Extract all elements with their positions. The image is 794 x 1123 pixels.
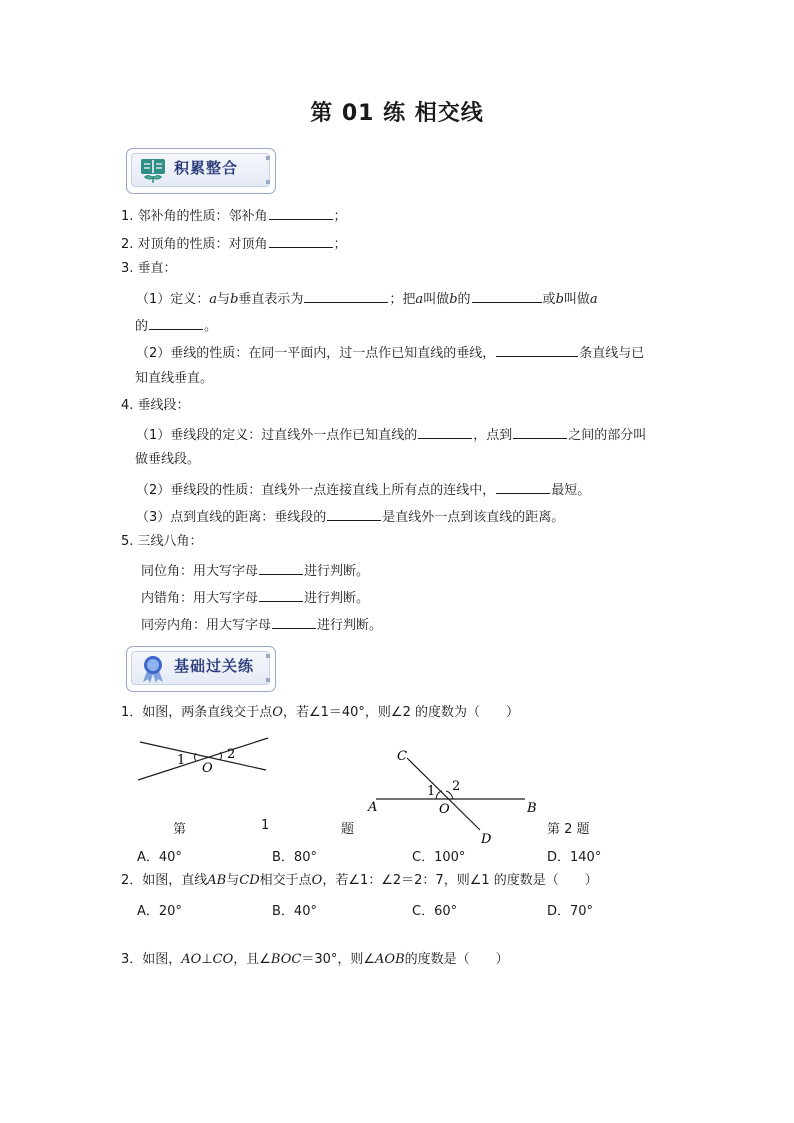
q2-option-b[interactable]: B．40° bbox=[272, 904, 317, 919]
point-label-b: B bbox=[527, 801, 537, 816]
list-item: （2）垂线段的性质：直线外一点连接直线上所有点的连线中， 最短。 bbox=[136, 479, 590, 500]
section-banner-basic bbox=[126, 646, 276, 692]
list-item: 做垂线段。 bbox=[135, 452, 201, 467]
list-item: 的 。 bbox=[135, 315, 217, 336]
list-item: 2. 对顶角的性质：对顶角 ； bbox=[121, 233, 347, 254]
section-banner-accumulate bbox=[126, 148, 276, 194]
point-label-a: A bbox=[368, 800, 378, 815]
page-title: 第 01 练 相交线 bbox=[310, 101, 484, 126]
list-item: （1）定义：a与b垂直表示为 ；把a叫做b的 或b叫做a bbox=[136, 288, 598, 309]
list-item: （1）垂线段的定义：过直线外一点作已知直线的 ，点到 之间的部分叫 bbox=[136, 424, 646, 445]
fill-blank[interactable] bbox=[418, 424, 472, 439]
fill-blank[interactable] bbox=[272, 614, 316, 629]
list-item: 同旁内角：用大写字母 进行判断。 bbox=[141, 614, 382, 635]
fill-blank[interactable] bbox=[304, 288, 388, 303]
fill-blank[interactable] bbox=[149, 315, 203, 330]
angle-label-1: 1 bbox=[177, 753, 186, 768]
figure-1-caption-part: 第 bbox=[173, 822, 187, 837]
medal-icon bbox=[138, 654, 168, 684]
question-1-stem: 1．如图，两条直线交于点O，若∠1＝40°，则∠2 的度数为（ ） bbox=[121, 705, 519, 720]
angle-label-2: 2 bbox=[227, 747, 236, 762]
fill-blank[interactable] bbox=[496, 342, 578, 357]
section-label: 积累整合 bbox=[174, 159, 239, 177]
list-item: （2）垂线的性质：在同一平面内，过一点作已知直线的垂线， 条直线与已 bbox=[136, 342, 644, 363]
list-item: 同位角：用大写字母 进行判断。 bbox=[141, 560, 369, 581]
q2-option-c[interactable]: C．60° bbox=[412, 904, 458, 919]
question-3-stem: 3．如图，AO⊥CO，且∠BOC＝30°，则∠AOB的度数是（ ） bbox=[121, 952, 509, 967]
fill-blank[interactable] bbox=[513, 424, 567, 439]
point-label-d: D bbox=[481, 832, 492, 847]
q2-option-a[interactable]: A．20° bbox=[137, 904, 182, 919]
figure-1-caption-part: 题 bbox=[341, 822, 355, 837]
book-plant-icon bbox=[138, 156, 168, 186]
point-label-c: C bbox=[397, 749, 407, 764]
point-label-o: O bbox=[439, 802, 450, 817]
figure-1-diagram bbox=[130, 732, 280, 792]
q1-option-c[interactable]: C．100° bbox=[412, 850, 466, 865]
figure-1-caption-part: 1 bbox=[261, 818, 270, 833]
fill-blank[interactable] bbox=[269, 233, 333, 248]
list-item: 3. 垂直： bbox=[121, 261, 177, 276]
list-item: 1. 邻补角的性质：邻补角 ； bbox=[121, 205, 347, 226]
list-item: 5. 三线八角： bbox=[121, 534, 203, 549]
angle-label-1: 1 bbox=[427, 784, 436, 799]
fill-blank[interactable] bbox=[327, 506, 381, 521]
question-2-stem: 2．如图，直线AB与CD相交于点O，若∠1：∠2＝2：7，则∠1 的度数是（ ） bbox=[121, 873, 598, 888]
fill-blank[interactable] bbox=[259, 560, 303, 575]
q1-option-d[interactable]: D．140° bbox=[547, 850, 602, 865]
fill-blank[interactable] bbox=[472, 288, 542, 303]
list-item: 内错角：用大写字母 进行判断。 bbox=[141, 587, 369, 608]
fill-blank[interactable] bbox=[269, 205, 333, 220]
q1-option-b[interactable]: B．80° bbox=[272, 850, 317, 865]
angle-label-2: 2 bbox=[452, 779, 461, 794]
point-label-o: O bbox=[202, 761, 213, 776]
q1-option-a[interactable]: A．40° bbox=[137, 850, 182, 865]
list-item: 4. 垂线段： bbox=[121, 398, 190, 413]
list-item: 知直线垂直。 bbox=[135, 371, 214, 386]
list-item: （3）点到直线的距离：垂线段的 是直线外一点到该直线的距离。 bbox=[136, 506, 564, 527]
figure-2-diagram bbox=[362, 740, 552, 848]
figure-2-caption: 第 2 题 bbox=[547, 822, 590, 837]
q2-option-d[interactable]: D．70° bbox=[547, 904, 594, 919]
section-label: 基础过关练 bbox=[174, 657, 255, 675]
fill-blank[interactable] bbox=[496, 479, 550, 494]
fill-blank[interactable] bbox=[259, 587, 303, 602]
